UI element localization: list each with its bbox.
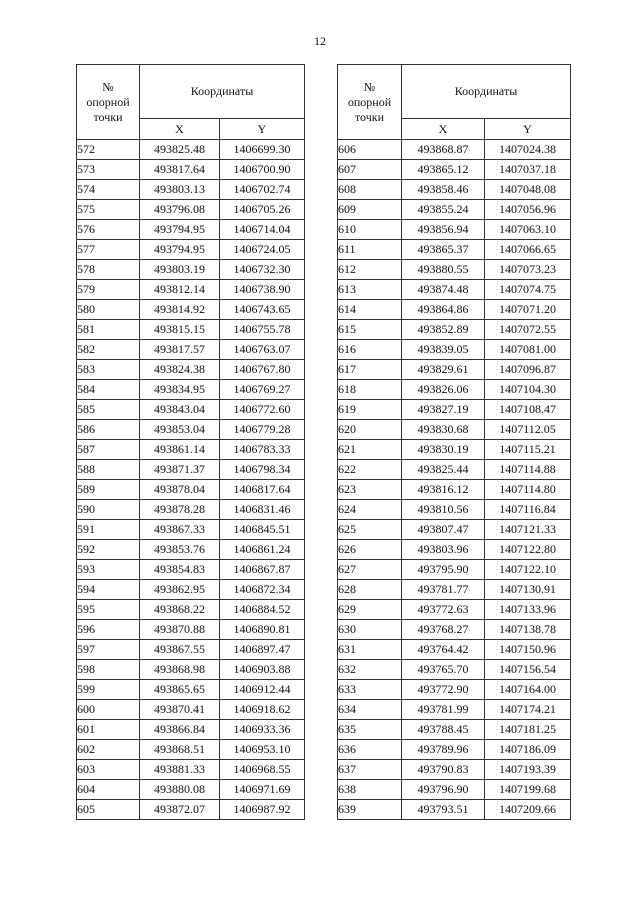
x-coordinate-cell: 493772.63 [402,600,485,620]
x-coordinate-cell: 493827.19 [402,400,485,420]
y-coordinate-cell: 1406783.33 [220,440,305,460]
x-coordinate-cell: 493878.04 [140,480,220,500]
table-row [77,300,305,320]
point-number-cell: 615 [338,320,402,340]
table-row [77,640,305,660]
point-number-cell: 594 [77,580,140,600]
point-number-cell: 576 [77,220,140,240]
y-coordinate-cell: 1407048.08 [485,180,571,200]
point-number-cell: 578 [77,260,140,280]
point-number-cell: 595 [77,600,140,620]
y-coordinate-cell: 1407181.25 [485,720,571,740]
x-coordinate-cell: 493870.88 [140,620,220,640]
point-number-cell: 600 [77,700,140,720]
y-coordinate-cell: 1406767.80 [220,360,305,380]
y-coordinate-cell: 1407081.00 [485,340,571,360]
y-coordinate-cell: 1407121.33 [485,520,571,540]
table-row [77,480,305,500]
point-number-cell: 577 [77,240,140,260]
x-coordinate-cell: 493803.96 [402,540,485,560]
x-coordinate-cell: 493864.86 [402,300,485,320]
y-coordinate-cell: 1406798.34 [220,460,305,480]
x-coordinate-cell: 493793.51 [402,800,485,820]
table-row [77,780,305,800]
x-coordinate-cell: 493839.05 [402,340,485,360]
table-row [338,320,571,340]
point-number-cell: 616 [338,340,402,360]
y-coordinate-cell: 1407072.55 [485,320,571,340]
table-row [338,700,571,720]
point-number-cell: 620 [338,420,402,440]
y-coordinate-cell: 1406933.36 [220,720,305,740]
page-number: 12 [314,34,326,48]
x-coordinate-cell: 493874.48 [402,280,485,300]
x-coordinate-cell: 493829.61 [402,360,485,380]
y-coordinate-cell: 1407108.47 [485,400,571,420]
x-coordinate-cell: 493865.65 [140,680,220,700]
table-row [338,660,571,680]
y-coordinate-cell: 1407037.18 [485,160,571,180]
point-number-header [338,65,402,140]
point-number-cell: 628 [338,580,402,600]
point-number-cell: 573 [77,160,140,180]
x-coordinate-cell: 493868.22 [140,600,220,620]
coordinates-table-left [76,64,305,820]
x-coordinate-cell: 493795.90 [402,560,485,580]
x-coordinate-cell: 493768.27 [402,620,485,640]
table-row [338,720,571,740]
y-coordinate-cell: 1407114.88 [485,460,571,480]
point-number-cell: 574 [77,180,140,200]
x-coordinate-cell: 493807.47 [402,520,485,540]
x-coordinate-cell: 493794.95 [140,240,220,260]
x-coordinate-cell: 493880.55 [402,260,485,280]
y-coordinate-cell: 1406700.90 [220,160,305,180]
point-number-cell: 609 [338,200,402,220]
point-number-cell: 611 [338,240,402,260]
y-coordinate-cell: 1406755.78 [220,320,305,340]
x-coordinate-cell: 493817.64 [140,160,220,180]
header-num-word1: опорной [347,94,392,109]
x-coordinate-cell: 493817.57 [140,340,220,360]
y-coordinate-cell: 1406732.30 [220,260,305,280]
table-row [338,680,571,700]
point-number-cell: 589 [77,480,140,500]
x-coordinate-cell: 493871.37 [140,460,220,480]
x-coordinate-cell: 493788.45 [402,720,485,740]
x-column-header: X [402,119,485,140]
table-row [338,220,571,240]
table-body-right [338,140,571,820]
y-coordinate-cell: 1407074.75 [485,280,571,300]
point-number-cell: 580 [77,300,140,320]
y-coordinate-cell: 1406699.30 [220,140,305,160]
point-number-cell: 619 [338,400,402,420]
table-row [338,280,571,300]
point-number-cell: 591 [77,520,140,540]
y-coordinate-cell: 1407164.00 [485,680,571,700]
x-coordinate-cell: 493866.84 [140,720,220,740]
y-coordinate-cell: 1406763.07 [220,340,305,360]
table-row [338,340,571,360]
point-number-cell: 637 [338,760,402,780]
coordinates-header: Координаты [140,65,305,119]
y-coordinate-cell: 1406738.90 [220,280,305,300]
point-number-cell: 626 [338,540,402,560]
x-coordinate-cell: 493872.07 [140,800,220,820]
coordinates-header: Координаты [402,65,571,119]
x-coordinate-cell: 493868.87 [402,140,485,160]
x-coordinate-cell: 493810.56 [402,500,485,520]
table-row [77,720,305,740]
point-number-cell: 604 [77,780,140,800]
table-row [77,240,305,260]
point-number-cell: 624 [338,500,402,520]
table-row [77,440,305,460]
x-coordinate-cell: 493834.95 [140,380,220,400]
y-coordinate-cell: 1406897.47 [220,640,305,660]
table-row [77,140,305,160]
x-coordinate-cell: 493803.19 [140,260,220,280]
x-coordinate-cell: 493852.89 [402,320,485,340]
point-number-cell: 586 [77,420,140,440]
point-number-cell: 605 [77,800,140,820]
table-row [338,580,571,600]
point-number-cell: 608 [338,180,402,200]
y-coordinate-cell: 1407186.09 [485,740,571,760]
header-num-word2: точки [354,109,385,124]
x-coordinate-cell: 493825.48 [140,140,220,160]
point-number-cell: 603 [77,760,140,780]
table-row [338,200,571,220]
table-row [77,340,305,360]
y-coordinate-cell: 1406724.05 [220,240,305,260]
x-coordinate-cell: 493790.83 [402,760,485,780]
table-row [77,220,305,240]
y-coordinate-cell: 1406912.44 [220,680,305,700]
table-row [338,440,571,460]
table-row [77,540,305,560]
x-coordinate-cell: 493858.46 [402,180,485,200]
x-coordinate-cell: 493865.37 [402,240,485,260]
point-number-cell: 630 [338,620,402,640]
y-coordinate-cell: 1406705.26 [220,200,305,220]
table-row [338,780,571,800]
x-coordinate-cell: 493765.70 [402,660,485,680]
table-row [77,800,305,820]
table-row [77,380,305,400]
x-coordinate-cell: 493856.94 [402,220,485,240]
point-number-cell: 614 [338,300,402,320]
header-num-sign: № [102,79,114,94]
point-number-cell: 590 [77,500,140,520]
point-number-cell: 588 [77,460,140,480]
point-number-cell: 632 [338,660,402,680]
y-coordinate-cell: 1406903.88 [220,660,305,680]
table-row [338,260,571,280]
header-num-word1: опорной [86,94,130,109]
x-coordinate-cell: 493825.44 [402,460,485,480]
point-number-cell: 587 [77,440,140,460]
x-coordinate-cell: 493854.83 [140,560,220,580]
point-number-cell: 618 [338,380,402,400]
y-coordinate-cell: 1406953.10 [220,740,305,760]
point-number-cell: 631 [338,640,402,660]
x-coordinate-cell: 493796.08 [140,200,220,220]
point-number-cell: 585 [77,400,140,420]
x-coordinate-cell: 493789.96 [402,740,485,760]
table-row [338,360,571,380]
y-coordinate-cell: 1406918.62 [220,700,305,720]
y-coordinate-cell: 1407156.54 [485,660,571,680]
table-row [338,500,571,520]
table-row [77,740,305,760]
point-number-cell: 636 [338,740,402,760]
point-number-cell: 599 [77,680,140,700]
point-number-cell: 593 [77,560,140,580]
point-number-cell: 598 [77,660,140,680]
table-row [338,380,571,400]
table-row [338,480,571,500]
point-number-cell: 610 [338,220,402,240]
y-coordinate-cell: 1406890.81 [220,620,305,640]
y-coordinate-cell: 1406872.34 [220,580,305,600]
table-row [77,760,305,780]
y-column-header: Y [220,119,305,140]
point-number-cell: 597 [77,640,140,660]
y-coordinate-cell: 1407104.30 [485,380,571,400]
table-row [77,420,305,440]
table-row [77,660,305,680]
y-coordinate-cell: 1407122.80 [485,540,571,560]
table-row [77,600,305,620]
x-coordinate-cell: 493867.55 [140,640,220,660]
point-number-cell: 583 [77,360,140,380]
point-number-cell: 617 [338,360,402,380]
y-coordinate-cell: 1406779.28 [220,420,305,440]
y-coordinate-cell: 1407122.10 [485,560,571,580]
x-coordinate-cell: 493853.04 [140,420,220,440]
table-row [77,520,305,540]
y-coordinate-cell: 1406769.27 [220,380,305,400]
x-coordinate-cell: 493865.12 [402,160,485,180]
table-row [77,320,305,340]
x-coordinate-cell: 493868.98 [140,660,220,680]
y-coordinate-cell: 1407114.80 [485,480,571,500]
point-number-cell: 601 [77,720,140,740]
point-number-header [77,65,140,140]
table-row [77,180,305,200]
y-coordinate-cell: 1406817.64 [220,480,305,500]
y-coordinate-cell: 1407112.05 [485,420,571,440]
header-num-sign: № [363,79,376,94]
y-coordinate-cell: 1406971.69 [220,780,305,800]
table-row [338,460,571,480]
point-number-cell: 633 [338,680,402,700]
x-coordinate-cell: 493880.08 [140,780,220,800]
table-row [338,560,571,580]
table-row [77,500,305,520]
point-number-cell: 592 [77,540,140,560]
x-coordinate-cell: 493878.28 [140,500,220,520]
x-coordinate-cell: 493803.13 [140,180,220,200]
point-number-cell: 638 [338,780,402,800]
x-coordinate-cell: 493862.95 [140,580,220,600]
y-coordinate-cell: 1406968.55 [220,760,305,780]
table-row [338,240,571,260]
y-coordinate-cell: 1407024.38 [485,140,571,160]
x-coordinate-cell: 493764.42 [402,640,485,660]
y-coordinate-cell: 1406867.87 [220,560,305,580]
point-number-cell: 584 [77,380,140,400]
point-number-cell: 575 [77,200,140,220]
table-row [338,740,571,760]
y-coordinate-cell: 1407138.78 [485,620,571,640]
table-row [77,400,305,420]
x-coordinate-cell: 493812.14 [140,280,220,300]
y-coordinate-cell: 1407066.65 [485,240,571,260]
y-column-header: Y [485,119,571,140]
table-row [77,620,305,640]
x-coordinate-cell: 493794.95 [140,220,220,240]
coordinates-table-right [337,64,571,820]
y-coordinate-cell: 1406831.46 [220,500,305,520]
point-number-cell: 629 [338,600,402,620]
point-number-cell: 623 [338,480,402,500]
y-coordinate-cell: 1406884.52 [220,600,305,620]
x-coordinate-cell: 493870.41 [140,700,220,720]
point-number-cell: 596 [77,620,140,640]
table-row [338,300,571,320]
y-coordinate-cell: 1406987.92 [220,800,305,820]
point-number-cell: 607 [338,160,402,180]
x-coordinate-cell: 493867.33 [140,520,220,540]
point-number-cell: 634 [338,700,402,720]
table-row [77,360,305,380]
table-row [338,160,571,180]
table-row [77,580,305,600]
point-number-cell: 622 [338,460,402,480]
y-coordinate-cell: 1406702.74 [220,180,305,200]
y-coordinate-cell: 1407116.84 [485,500,571,520]
table-body-left [77,140,305,820]
table-row [77,260,305,280]
table-row [338,800,571,820]
y-coordinate-cell: 1407071.20 [485,300,571,320]
x-coordinate-cell: 493826.06 [402,380,485,400]
x-coordinate-cell: 493843.04 [140,400,220,420]
point-number-cell: 582 [77,340,140,360]
x-column-header: X [140,119,220,140]
x-coordinate-cell: 493861.14 [140,440,220,460]
y-coordinate-cell: 1406861.24 [220,540,305,560]
point-number-cell: 581 [77,320,140,340]
table-row [77,680,305,700]
point-number-cell: 606 [338,140,402,160]
y-coordinate-cell: 1407096.87 [485,360,571,380]
y-coordinate-cell: 1407073.23 [485,260,571,280]
x-coordinate-cell: 493815.15 [140,320,220,340]
table-row [338,600,571,620]
x-coordinate-cell: 493781.99 [402,700,485,720]
y-coordinate-cell: 1407150.96 [485,640,571,660]
y-coordinate-cell: 1406714.04 [220,220,305,240]
point-number-cell: 613 [338,280,402,300]
x-coordinate-cell: 493881.33 [140,760,220,780]
x-coordinate-cell: 493796.90 [402,780,485,800]
x-coordinate-cell: 493824.38 [140,360,220,380]
point-number-cell: 627 [338,560,402,580]
point-number-cell: 579 [77,280,140,300]
y-coordinate-cell: 1407133.96 [485,600,571,620]
y-coordinate-cell: 1407209.66 [485,800,571,820]
table-row [77,200,305,220]
table-row [77,280,305,300]
table-row [77,700,305,720]
table-row [77,560,305,580]
x-coordinate-cell: 493853.76 [140,540,220,560]
x-coordinate-cell: 493855.24 [402,200,485,220]
table-row [338,620,571,640]
x-coordinate-cell: 493868.51 [140,740,220,760]
y-coordinate-cell: 1407056.96 [485,200,571,220]
y-coordinate-cell: 1407115.21 [485,440,571,460]
x-coordinate-cell: 493830.19 [402,440,485,460]
table-row [338,540,571,560]
y-coordinate-cell: 1407130.91 [485,580,571,600]
x-coordinate-cell: 493816.12 [402,480,485,500]
x-coordinate-cell: 493781.77 [402,580,485,600]
point-number-cell: 625 [338,520,402,540]
header-num-word2: точки [93,109,123,124]
x-coordinate-cell: 493814.92 [140,300,220,320]
table-row [338,400,571,420]
table-row [77,160,305,180]
y-coordinate-cell: 1407174.21 [485,700,571,720]
point-number-cell: 612 [338,260,402,280]
y-coordinate-cell: 1407193.39 [485,760,571,780]
point-number-cell: 621 [338,440,402,460]
table-row [338,760,571,780]
x-coordinate-cell: 493772.90 [402,680,485,700]
y-coordinate-cell: 1407063.10 [485,220,571,240]
point-number-cell: 635 [338,720,402,740]
table-row [338,140,571,160]
table-row [338,420,571,440]
point-number-cell: 639 [338,800,402,820]
point-number-cell: 572 [77,140,140,160]
table-row [77,460,305,480]
y-coordinate-cell: 1406743.65 [220,300,305,320]
y-coordinate-cell: 1406772.60 [220,400,305,420]
table-row [338,180,571,200]
y-coordinate-cell: 1407199.68 [485,780,571,800]
table-row [338,520,571,540]
y-coordinate-cell: 1406845.51 [220,520,305,540]
table-row [338,640,571,660]
point-number-cell: 602 [77,740,140,760]
x-coordinate-cell: 493830.68 [402,420,485,440]
